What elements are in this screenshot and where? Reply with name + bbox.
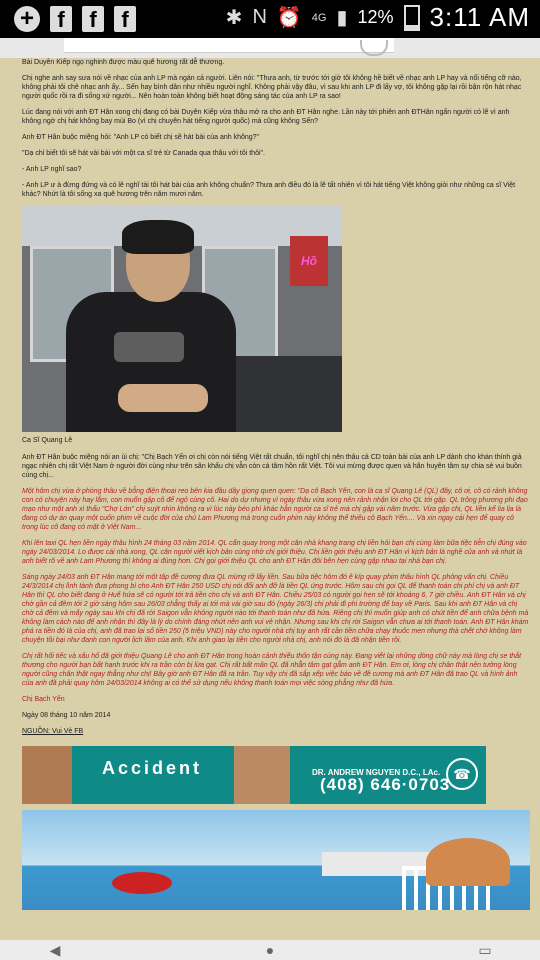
paragraph: Anh ĐT Hân buộc miệng hỏi: "Anh LP có biết chị sẽ hát bài của anh không?" xyxy=(22,134,260,141)
battery-percent: 12% xyxy=(357,7,394,27)
battery-icon xyxy=(404,5,420,31)
accident-ad-banner[interactable] xyxy=(22,746,486,804)
paragraph-red: Sáng ngày 24/03 anh ĐT Hân mang tới một tập đề cương đưa QL mừng rỡ lấy liền. Sau bữa tiệc hôm đó ê kíp quay phim thâu hình QL phỏng vấn chị. Chiều 24/3/2014 chị lình tành đưa phong bì cho Anh ĐT Hân 250 USD chị nói đổi anh đỡ là tiền QL ứng trước. Hôm sau chị gọi QL để thanh toán chi phí chị và anh ĐT Hân thì QL cho biết đang ở Huế hứa sẽ có người tới trả tiền cho chị và anh ĐT Hân. Chiều 25/03 có người gọi hẹn sẽ tới khoảng 6, 7 giờ chiều. Anh ĐT Hân và chị chờ gần cả đêm tới 2 giờ sáng hôm sau 26/03 chẳng thấy ai tới mà vài giờ sau đó (ngày 26/3) chị phải đi phi trường để bay về Paris. Sau khi anh ĐT Hân và chị chờ cả đêm và mấy ngày sau khi chị đã rời Saigon vẫn không người nào tới thanh toán như đã hứa. Riêng chị thì muốn giúp anh có chút tiền để anh chữa bệnh mà không làm cách nào để anh nhận thì đây là lý do chính đáng nhứt nên anh vui vẻ nhận. Nhưng sau khi chị rời Saigon vẫn chưa ai tới thanh toán. Anh ĐT Hân khám phá ra tiền đó là của chị, anh đã trao lại số tiền 250 (5 triệu VND) này cho người nhà chị tuy anh rất cần tiền chữa chạy thuốc men nhưng thà chết chớ không làm chuyện tồi bại như đanh con người lịch lãm của anh. Khi anh giao lại tiền cho người nhà chị, anh nói đó là đã nhận tiền rồi. xyxy=(22,574,529,644)
paragraph: - Anh LP ư à đừng đứng và có lẽ nghĩ tài tôi hát bài của anh không chuẩn? Thưa anh điều đó là lẽ tất nhiên vì tôi hát tiếng Việt không giỏi như những ca sĩ Việt khác? Nhứt là tôi sống xa quê hương trên năm mươi năm. xyxy=(22,182,516,198)
paragraph: Anh ĐT Hân buộc miệng nói an ủi chị: "Chị Bạch Yến ơi chị còn nói tiếng Việt rất chuẩn, tôi nghĩ chị nên thâu cả CD toàn bài của anh LP dành cho khán thính giả ngạc nhiên chị rất Việt Nam ở người đời cùng như trên sân khấu chị vẫn còn cả tâm hồn rất Việt. Tôi vui mừng được quen và hân huyên tâm sự chia sẻ vui buồn cùng chị... xyxy=(22,454,522,479)
paragraph-red: Khi lên taxi QL hẹn liền ngày thâu hình 24 tháng 03 năm 2014. QL cẩn quay trong một căn nhà khang trang chị liền hỏi bạn chị cùng làm bữa tiệc tiễn chị đúng vào ngày 24/03/2014. Lo được cái nhà xong, QL căn người viết kịch bản cùng nhờ chị giới thiệu. Chị liền giới thiệu anh ĐT Hân vì kịch bản là nghề của anh và nhứt là anh biết rõ về anh Lam Phương thì không ai đúng hơn. Chị gọi giới thiệu QL cho anh ĐT Hân đôi bên hẹn cùng gặp nhau tại nhà bạn chị. xyxy=(22,540,527,565)
back-icon[interactable]: ◀ xyxy=(49,942,61,958)
ad-neck-image xyxy=(234,746,290,804)
status-bar xyxy=(0,0,540,38)
navigation-bar xyxy=(0,940,540,960)
photo-shirt-print xyxy=(114,332,184,362)
signal-icon: ▮ xyxy=(336,7,348,29)
clock: 3:11 AM xyxy=(429,2,530,32)
paragraph: Chị nghe anh say sưa nói về nhạc của anh LP mà ngán cả người. Liên nói: "Thưa anh, từ trước tới giờ tôi không hề biết về nhạc anh LP hay và nổi tiếng cỡ nào, không phải tôi chê nhạc anh ấy... Sến hay bình dân như nhiều người nghĩ. Không phải vậy đâu, vì sau khi anh LP đi lấy vợ, tôi không gặp lại rồi bận rộn hát nhạc người quốc rồi ra đi sống xứ người... Nên hoàn toàn không biết hoạt động sáng tác của anh LP ra sao! xyxy=(22,75,522,100)
home-icon[interactable]: ● xyxy=(265,942,275,958)
spine-icon xyxy=(22,746,72,804)
paragraph-red: Chị rất hối tiếc và xấu hổ đã giới thiệu Quang Lê cho anh ĐT Hân trong hoàn cảnh thiếu thốn tận cùng này. Đang viết lại những dòng chữ này mà lòng chị se thắt thương cho người bạn bất hạnh trước khi ra trần còn bị lừa gạt. Chị rất bất mãn QL đã nhẫn tâm gạt gẫm anh ĐT Hân. Em ơi, lòng chị chân thật nên tưởng lòng người cũng chân thật ngay thẳng như chị! Bây giờ anh ĐT Hân đã ra trần. Tuy vậy chị đã sắp xếp việc báo về đề cương mà anh ĐT Hân đã trao QL và hình ảnh của anh đã phải quay hôm 24/03/2014 không ai có thể sử dụng nếu không thanh toán mọi việc sòng phẳng như đã hứa. xyxy=(22,653,522,687)
paragraph: - Anh LP nghĩ sao? xyxy=(22,166,82,173)
url-field[interactable] xyxy=(64,38,394,53)
beach-ad-image[interactable] xyxy=(22,810,530,910)
source[interactable]: NGUỒN: Vui Vẻ FB xyxy=(22,728,84,735)
system-icons xyxy=(226,2,530,33)
ad-title: Accident xyxy=(102,758,203,778)
ad-doctor-name: DR. ANDREW NGUYEN D.C., LAc. xyxy=(312,768,441,777)
photo-person-hair xyxy=(122,220,194,254)
signature: Chị Bạch Yến xyxy=(22,696,65,703)
alarm-icon: ⏰ xyxy=(276,7,302,29)
notification-area xyxy=(14,6,136,32)
photo-caption: Ca Sĩ Quang Lê xyxy=(22,437,73,444)
bluetooth-icon: ✱ xyxy=(225,7,243,29)
facebook-icon: f xyxy=(50,6,72,32)
nfc-icon: N xyxy=(252,6,267,28)
paragraph-red: Một hôm chị vừa ở phòng thâu về bỗng điện thoại reo bên kia đầu dây giọng quen quen: "Dạ cô Bạch Yến, con là ca sĩ Quang Lê (QL) đây, cô ơi, cô có rảnh không con có chuyện này hay lắm, con muốn gặp cô để ngỏ cùng cô. Hai do dự nhưng vì ngày thâu vừa xong nên rảnh nhận lời cho QL tới gặp. QL trông phương phi đạo mạo như một anh xì thẩu "Chợ Lớn" chị suýt nhìn không ra vì lúc này béo phì khác hẳn người ca sĩ trẻ mà chị gặp vài năm trước. Vừa gặp chị, QL liền kể lia lịa là đang có dự án quay một cuốn phim về cuộc đời của chú Lam Phương mà trong cuốn phim này không thể thiếu cô Bạch Yến.... Và xin ngay cái hẹn để quay cô trong lúc cô đang có mặt ở Việt Nam... xyxy=(22,488,528,531)
beach-umbrella xyxy=(426,838,510,886)
photo-sign: Hồ xyxy=(290,236,328,286)
facebook-icon: f xyxy=(114,6,136,32)
search-icon[interactable] xyxy=(360,40,388,56)
network-type: 4G xyxy=(311,11,327,24)
date: Ngày 08 tháng 10 năm 2014 xyxy=(22,712,111,719)
singer-photo[interactable] xyxy=(22,206,342,432)
recent-apps-icon[interactable]: ▭ xyxy=(478,942,492,958)
paragraph: Lúc đang nói với anh ĐT Hân xong chị đang có bài Duyên Kiếp vừa thâu mở ra cho anh ĐT Hân nghe. Lần này tới phiên anh ĐTHân ngẩn người có lẽ vì anh không ngờ chị hát không bay mùi Bo (vì chị chuyên hát tiếng người quốc) mà cũng không Sến? xyxy=(22,109,510,125)
facebook-icon: f xyxy=(82,6,104,32)
phone-icon: ☎ xyxy=(446,758,478,790)
ad-phone-number: (408) 646·0703 xyxy=(320,775,451,794)
browser-toolbar xyxy=(0,38,540,58)
paragraph: "Dạ chỉ biết tôi sẽ hát vài bài với một ca sĩ trẻ từ Canada qua thâu với tôi thôi". xyxy=(22,150,265,157)
plus-icon: + xyxy=(14,6,40,32)
paragraph: Bài Duyên Kiếp ngọ nghinh được màu quê hương rất dễ thương. xyxy=(22,59,225,66)
beach-flowers xyxy=(112,872,172,894)
photo-person-hands xyxy=(118,384,208,412)
article-body xyxy=(22,58,530,910)
